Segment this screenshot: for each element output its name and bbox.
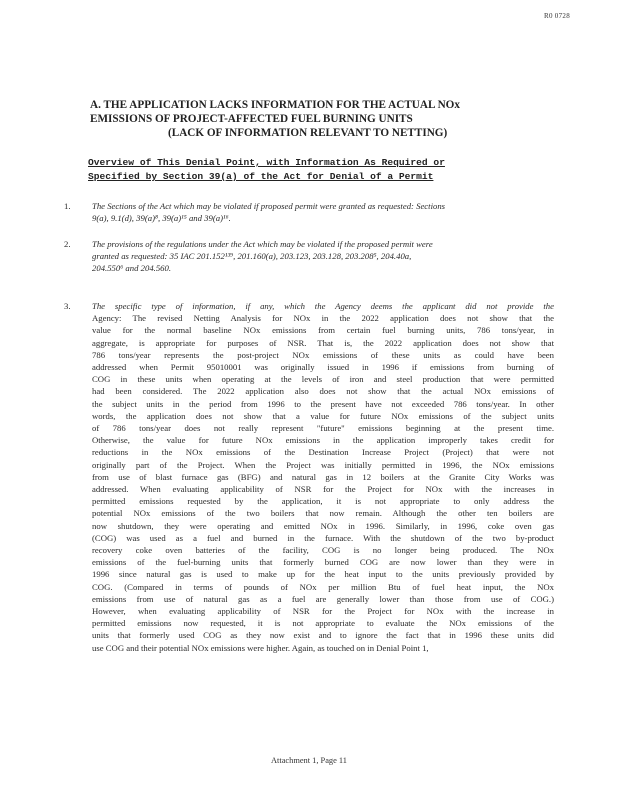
item-line: permitted emissions now requested, it is not appropriate to evaluate the NOx emissions of the (92, 618, 554, 629)
item-line: use COG and their potential NOx emissions were higher. Again, as touched on in Denial Point 1, (92, 642, 429, 653)
item-line: value for the normal baseline NOx emissions from certain fuel burning units, 786 tons/year, in (92, 325, 554, 336)
item-line: The Sections of the Act which may be violated if proposed permit were granted as requested: Sections (92, 201, 446, 211)
item-line: COG in these units when operating at the levels of iron and steel production that were permitted (92, 374, 554, 385)
item-sections-violated (64, 200, 554, 224)
overview-line-2: Specified by Section 39(a) of the Act for Denial of a Permit (88, 171, 434, 182)
item-number: 3. (64, 301, 71, 311)
item-line: emissions of the fuel-burning units that formerly burned COG are now lower than they were in (92, 557, 554, 568)
item-line: 1996 since natural gas is used to make up for the heat input to the units previously provided by (92, 569, 554, 580)
item-line: from use of blast furnace gas (BFG) and natural gas in 12 boilers at the Granite City Works was (92, 471, 554, 482)
item-number: 2. (64, 239, 71, 249)
item-line: units that formerly used COG as they now exist and to ignore the fact that in 1996 these units did (92, 630, 554, 641)
page-id: R0 0728 (543, 12, 570, 20)
item-line: reductions in the NOx emissions of the Destination Increase Project (Project) that were not (92, 447, 554, 458)
item-line: Agency: The revised Netting Analysis for NOx in the 2022 application does not show that the (92, 313, 554, 324)
item-line: recovery coke oven batteries of the facility, COG is no longer being produced. The NOx (92, 545, 554, 556)
item-line: the subject units in the period from 1996 to the present have not exceeded 786 tons/year. In other (92, 398, 554, 409)
page-footer: Attachment 1, Page 11 (271, 756, 347, 765)
item-line: COG. (Compared in terms of pounds of NOx per million Btu of fuel heat input, the NOx (92, 581, 554, 592)
item-line: granted as requested: 35 IAC 201.152¹³⁹, 201.160(a), 203.123, 203.128, 203.208⁵, 204.40a, (92, 251, 412, 262)
item-missing-information (64, 300, 554, 654)
item-line: Otherwise, the value for future NOx emissions in the application improperly takes credit for (92, 435, 554, 446)
item-line: addressed when Permit 95010001 was originally issued in 1996 if emissions from burning of (92, 362, 554, 373)
item-line: addressed. When evaluating applicability of NSR for the Project for NOx with the increases in (92, 484, 554, 495)
item-line: now shutdown, they were operating and emitted NOx in 1996. Similarly, in 1996, coke oven gas (92, 520, 554, 531)
item-line: However, when evaluating applicability of NSR for the Project for NOx with the increase in (92, 606, 554, 617)
heading-line-1: A. THE APPLICATION LACKS INFORMATION FOR THE ACTUAL NOx (90, 99, 460, 111)
item-body (92, 300, 554, 654)
item-line: 204.550⁶ and 204.560. (92, 263, 172, 274)
item-line: of 786 tons/year does not really represent "future" emissions beginning at the present time. (92, 423, 554, 434)
item-line: originally part of the Project. When the Project was initially permitted in 1996, the NOx emissions (92, 459, 554, 470)
item-number: 1. (64, 201, 71, 211)
item-line: permitted emissions requested by the application, it is not appropriate to only address the (92, 496, 554, 507)
item-regulations-violated (64, 238, 554, 275)
item-body (92, 200, 554, 224)
item-line: emissions from use of natural gas as a fuel are generally lower than those from use of COG.) (92, 593, 554, 604)
overview-line-1: Overview of This Denial Point, with Information As Required or (88, 157, 445, 168)
item-line: words, the application does not show that a value for future NOx emissions of the subject units (92, 410, 554, 421)
section-heading (90, 98, 530, 140)
item-line: 9(a), 9.1(d), 39(a)⁸, 39(a)¹⁵ and 39(a)¹⁶. (92, 213, 231, 224)
item-line: The provisions of the regulations under the Act which may be violated if the proposed permit were (92, 239, 433, 249)
item-line: (COG) was used as a fuel and burned in the furnace. With the shutdown of the two by-product (92, 532, 554, 543)
item-line: had been considered. The 2022 application also does not show that the actual NOx emissions of (92, 386, 554, 397)
heading-line-3: (LACK OF INFORMATION RELEVANT TO NETTING) (168, 127, 448, 139)
item-line: aggregate, is appropriate for purposes of NSR. That is, the 2022 application does not show that (92, 337, 554, 348)
item-body (92, 238, 554, 275)
item-line: 786 tons/year represents the post-project NOx emissions of these units as could have been (92, 349, 554, 360)
overview-subheading (88, 156, 540, 184)
item-line: potential NOx emissions of the two boilers that now remain. Although the other ten boilers are (92, 508, 554, 519)
item-line: The specific type of information, if any, which the Agency deems the applicant did not provide the (92, 301, 554, 311)
heading-line-2: EMISSIONS OF PROJECT-AFFECTED FUEL BURNING UNITS (90, 113, 413, 125)
